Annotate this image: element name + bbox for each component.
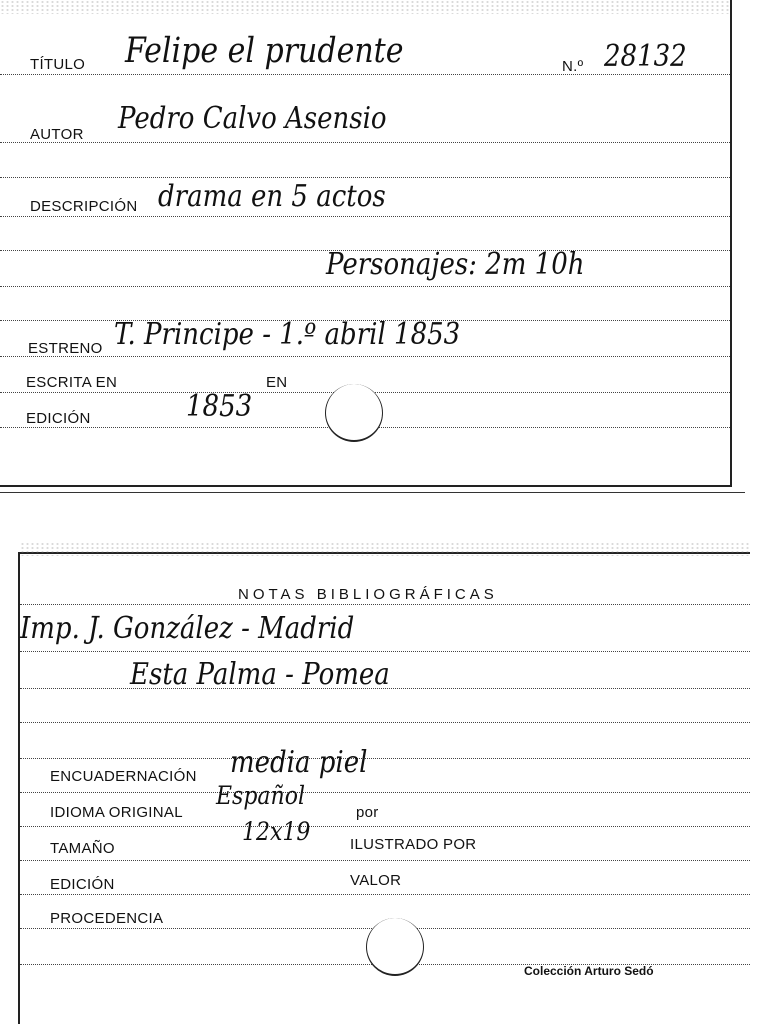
note-line-1: Imp. J. González - Madrid	[20, 611, 355, 646]
valor-label: VALOR	[350, 872, 402, 889]
edicion-value: 1853	[186, 389, 253, 424]
encuadernacion-value: media piel	[230, 745, 368, 780]
titulo-label: TÍTULO	[30, 56, 86, 73]
rule-line	[0, 356, 730, 357]
numero-value: 28132	[604, 39, 687, 74]
catalog-card-front	[0, 0, 732, 487]
por-label: por	[356, 804, 379, 821]
estreno-label: ESTRENO	[28, 340, 103, 357]
punch-hole	[366, 918, 424, 976]
rule-line	[20, 894, 750, 895]
autor-label: AUTOR	[30, 126, 84, 143]
rule-line	[0, 142, 730, 143]
descripcion-value: drama en 5 actos	[158, 179, 386, 214]
rule-line	[20, 826, 750, 827]
edicion-label: EDICIÓN	[26, 410, 91, 427]
idioma-label: IDIOMA ORIGINAL	[50, 804, 183, 821]
rule-line	[20, 604, 750, 605]
rule-line	[20, 722, 750, 723]
rule-line	[0, 74, 730, 75]
catalog-card-back	[18, 552, 750, 1024]
rule-line	[20, 792, 750, 793]
escrita-en-label: ESCRITA EN	[26, 374, 118, 391]
note-line-2: Esta Palma - Pomea	[130, 657, 390, 692]
procedencia-label: PROCEDENCIA	[50, 910, 164, 927]
punch-hole	[325, 384, 383, 442]
tamano-value: 12x19	[242, 818, 311, 847]
autor-value: Pedro Calvo Asensio	[118, 101, 387, 136]
numero-label: N.º	[562, 58, 584, 75]
rule-line	[20, 860, 750, 861]
card-separator-line	[0, 492, 745, 493]
tamano-label: TAMAÑO	[50, 840, 115, 857]
descripcion-label: DESCRIPCIÓN	[30, 198, 138, 215]
notas-heading: NOTAS BIBLIOGRÁFICAS	[238, 586, 498, 603]
coleccion-stamp: Colección Arturo Sedó	[524, 964, 654, 978]
encuadernacion-label: ENCUADERNACIÓN	[50, 768, 197, 785]
idioma-value: Español	[216, 782, 305, 811]
top-edge-texture	[20, 542, 750, 556]
rule-line	[0, 177, 730, 178]
edicion-label-back: EDICIÓN	[50, 876, 115, 893]
estreno-value: T. Principe - 1.º abril 1853	[114, 317, 461, 352]
titulo-value: Felipe el prudente	[125, 30, 404, 71]
personajes-value: Personajes: 2m 10h	[326, 247, 585, 282]
ilustrado-label: ILUSTRADO POR	[350, 836, 477, 853]
rule-line	[20, 651, 750, 652]
top-edge-texture	[0, 0, 730, 14]
en-label: EN	[266, 374, 288, 391]
rule-line	[20, 758, 750, 759]
rule-line	[0, 216, 730, 217]
rule-line	[0, 286, 730, 287]
